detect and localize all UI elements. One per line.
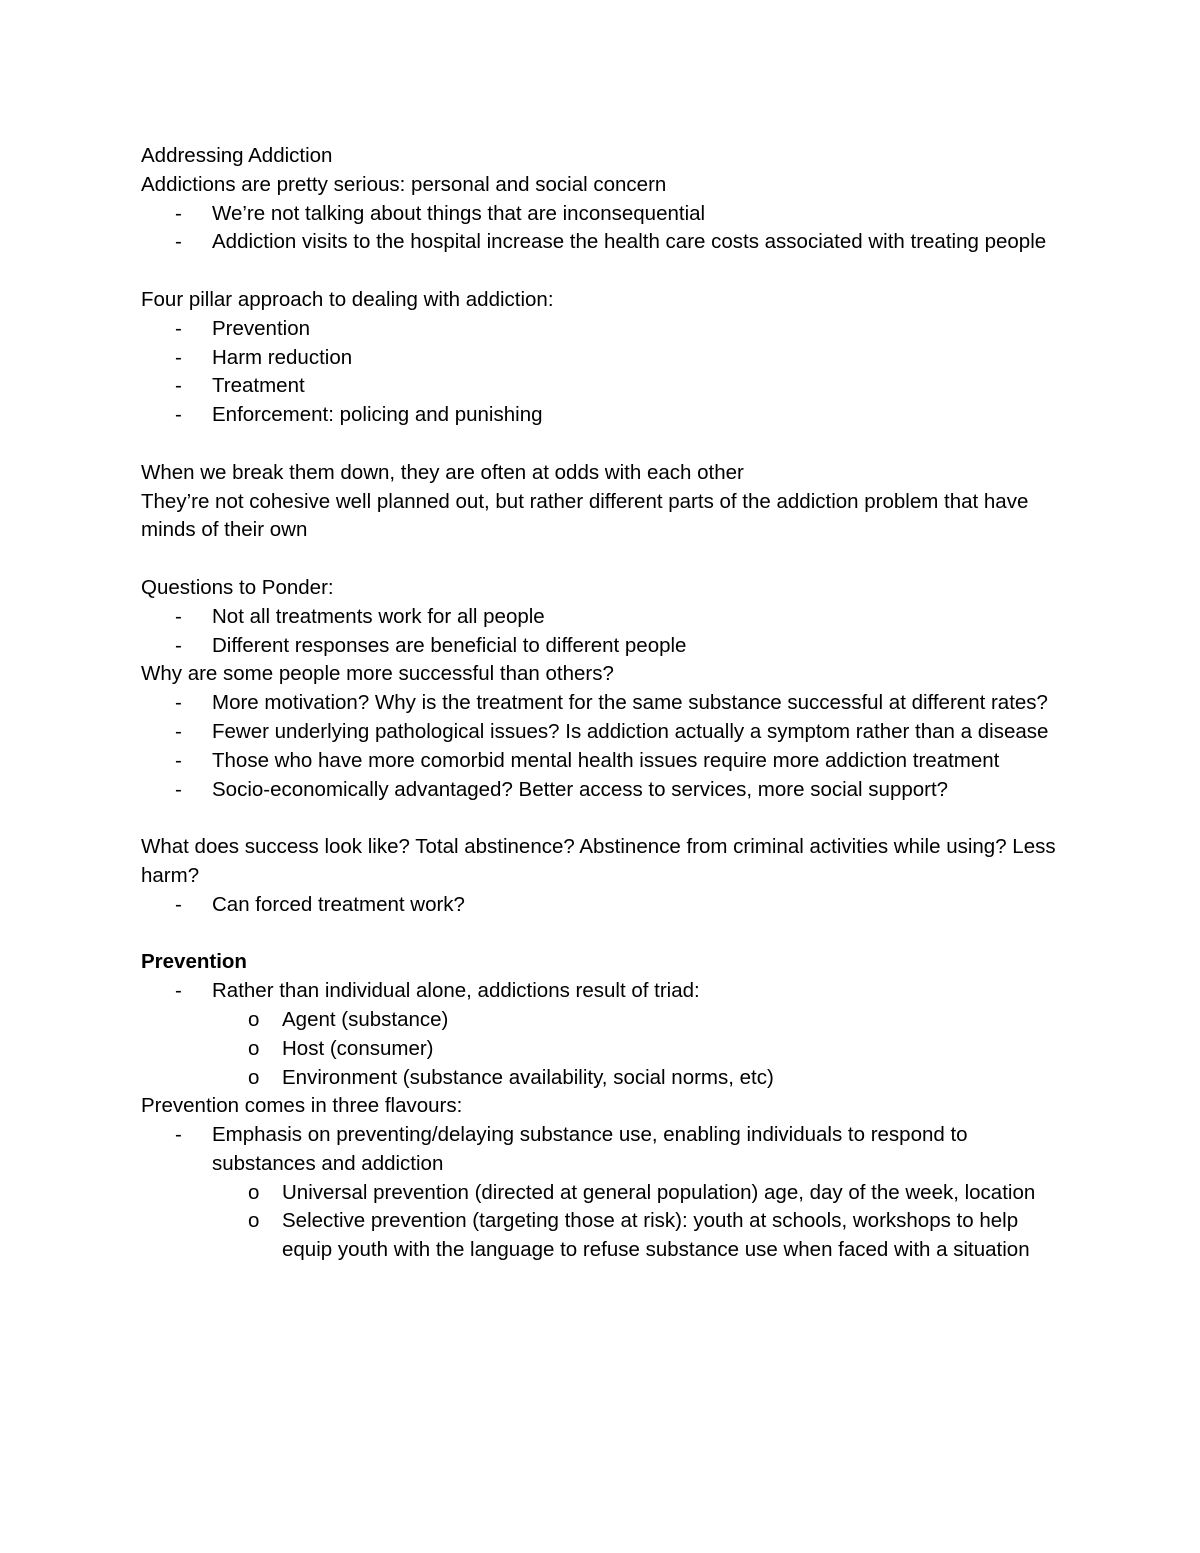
paragraph: When we break them down, they are often at odds with each other xyxy=(141,460,744,484)
list-item xyxy=(141,747,1071,776)
circle-bullet: o xyxy=(248,1209,260,1233)
dash-bullet: - xyxy=(175,374,182,398)
dash-bullet: - xyxy=(175,691,182,715)
sub-list-item xyxy=(141,1006,1071,1035)
list-item-text: Can forced treatment work? xyxy=(212,892,465,916)
sub-list-item xyxy=(141,1179,1071,1208)
dash-bullet: - xyxy=(175,230,182,254)
list-item-text: Host (consumer) xyxy=(282,1036,434,1060)
circle-bullet: o xyxy=(248,1065,260,1089)
dash-bullet: - xyxy=(175,777,182,801)
dash-bullet: - xyxy=(175,604,182,628)
spacer xyxy=(141,920,1071,949)
list-item xyxy=(141,344,1071,373)
paragraph: Why are some people more successful than others? xyxy=(141,662,614,686)
circle-bullet: o xyxy=(248,1180,260,1204)
list-item xyxy=(141,200,1071,229)
circle-bullet: o xyxy=(248,1007,260,1031)
list-item-text: Different responses are beneficial to different people xyxy=(212,633,687,657)
spacer xyxy=(141,545,1071,574)
paragraph: They’re not cohesive well planned out, but rather different parts of the addiction problem that have minds of their own xyxy=(141,489,1029,542)
sub-list-item xyxy=(141,1035,1071,1064)
dash-bullet: - xyxy=(175,316,182,340)
circle-bullet: o xyxy=(248,1036,260,1060)
paragraph: Questions to Ponder: xyxy=(141,575,334,599)
dash-bullet: - xyxy=(175,201,182,225)
dash-bullet: - xyxy=(175,345,182,369)
list-item-text: Those who have more comorbid mental health issues require more addiction treatment xyxy=(212,748,1000,772)
list-item-text: Harm reduction xyxy=(212,345,353,369)
list-item xyxy=(141,228,1071,257)
dash-bullet: - xyxy=(175,748,182,772)
dash-bullet: - xyxy=(175,1123,182,1147)
list-item-text: Emphasis on preventing/delaying substance use, enabling individuals to respond to substances and addiction xyxy=(212,1123,968,1175)
list-item-text: Enforcement: policing and punishing xyxy=(212,403,543,427)
list-item xyxy=(141,372,1071,401)
list-item-text: Agent (substance) xyxy=(282,1007,449,1031)
doc-title: Addressing Addiction xyxy=(141,144,333,167)
list-item-text: Fewer underlying pathological issues? Is addiction actually a symptom rather than a disease xyxy=(212,719,1049,743)
list-item xyxy=(141,891,1071,920)
list-item xyxy=(141,776,1071,805)
list-item xyxy=(141,718,1071,747)
list-item xyxy=(141,1121,1071,1179)
dash-bullet: - xyxy=(175,719,182,743)
paragraph: Addictions are pretty serious: personal and social concern xyxy=(141,172,667,196)
list-item-text: Rather than individual alone, addictions result of triad: xyxy=(212,979,700,1003)
spacer xyxy=(141,430,1071,459)
spacer xyxy=(141,257,1071,286)
list-item xyxy=(141,315,1071,344)
dash-bullet: - xyxy=(175,633,182,657)
dash-bullet: - xyxy=(175,979,182,1003)
list-item xyxy=(141,632,1071,661)
paragraph: Four pillar approach to dealing with addiction: xyxy=(141,287,554,311)
list-item xyxy=(141,977,1071,1006)
list-item xyxy=(141,603,1071,632)
document-page xyxy=(141,142,1071,1265)
dash-bullet: - xyxy=(175,403,182,427)
list-item-text: Selective prevention (targeting those at risk): youth at schools, workshops to help equip youth with the language to refuse substance use when faced with a situation xyxy=(282,1209,1030,1262)
dash-bullet: - xyxy=(175,892,182,916)
list-item xyxy=(141,689,1071,718)
list-item-text: Not all treatments work for all people xyxy=(212,604,545,628)
paragraph: What does success look like? Total abstinence? Abstinence from criminal activities while using? Less harm? xyxy=(141,835,1056,887)
paragraph: Prevention comes in three flavours: xyxy=(141,1094,463,1118)
section-heading: Prevention xyxy=(141,950,247,974)
list-item-text: Prevention xyxy=(212,316,311,340)
list-item-text: Socio-economically advantaged? Better access to services, more social support? xyxy=(212,777,949,801)
sub-list-item xyxy=(141,1064,1071,1093)
list-item-text: We’re not talking about things that are inconsequential xyxy=(212,201,706,225)
list-item-text: Addiction visits to the hospital increase the health care costs associated with treating people xyxy=(212,230,1047,254)
sub-list-item xyxy=(141,1207,1071,1265)
list-item-text: More motivation? Why is the treatment for the same substance successful at different rates? xyxy=(212,691,1048,715)
list-item-text: Universal prevention (directed at general population) age, day of the week, location xyxy=(282,1180,1036,1204)
list-item xyxy=(141,401,1071,430)
list-item-text: Environment (substance availability, social norms, etc) xyxy=(282,1065,774,1089)
spacer xyxy=(141,804,1071,833)
list-item-text: Treatment xyxy=(212,374,305,398)
